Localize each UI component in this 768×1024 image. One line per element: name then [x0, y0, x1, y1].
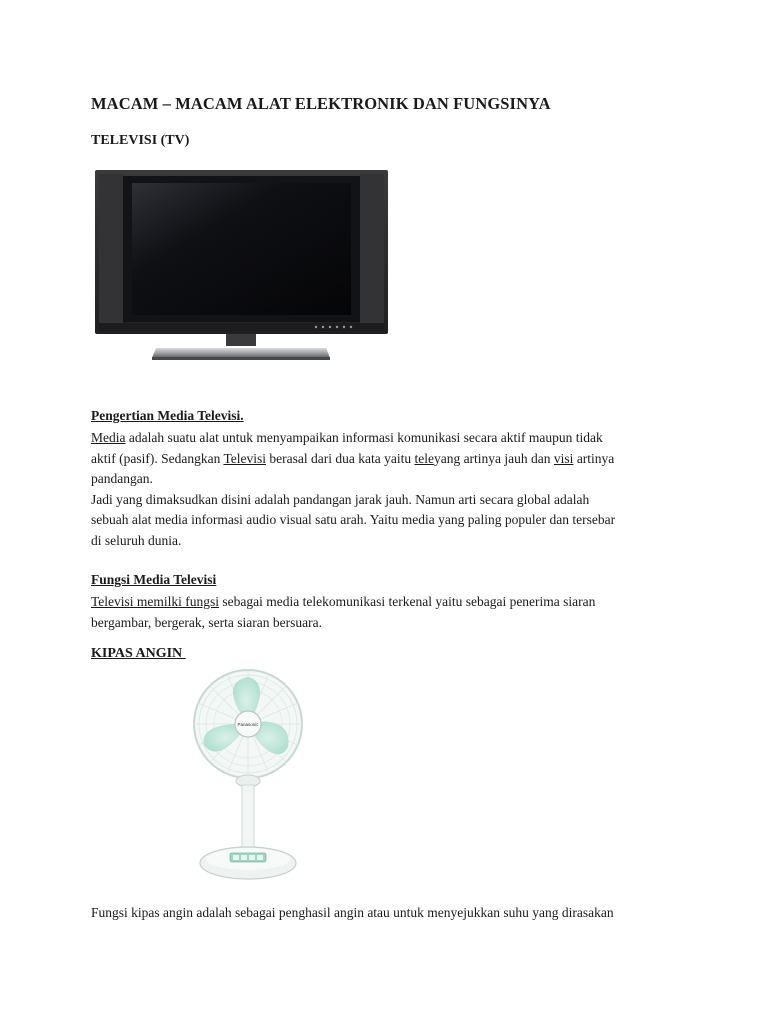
paragraph-fungsi-kipas: Fungsi kipas angin adalah sebagai penghasil angin atau untuk menyejukkan suhu yang dirasakan — [91, 905, 614, 920]
text-run: berasal dari dua kata yaitu — [266, 450, 415, 466]
paragraph-pengertian — [91, 428, 691, 551]
paragraph-line: bergambar, bergerak, serta siaran bersuara. — [91, 614, 322, 630]
link-televisi-memilki-fungsi[interactable]: Televisi memilki fungsi — [91, 594, 220, 609]
paragraph-line — [91, 592, 691, 613]
document-title: MACAM – MACAM ALAT ELEKTRONIK DAN FUNGSINYA — [91, 94, 551, 113]
subheading-pengertian-televisi: Pengertian Media Televisi. — [91, 408, 244, 423]
paragraph-line: di seluruh dunia. — [91, 532, 182, 548]
section-heading-televisi: TELEVISI (TV) — [91, 133, 190, 148]
subheading-fungsi-televisi: Fungsi Media Televisi — [91, 572, 217, 587]
paragraph-fungsi — [91, 592, 691, 633]
text-run: adalah suatu alat untuk menyampaikan informasi komunikasi secara aktif maupun tidak — [125, 430, 603, 445]
link-televisi[interactable]: Televisi — [223, 450, 267, 466]
text-run: yang artinya jauh dan — [433, 450, 554, 466]
paragraph-line: sebuah alat media informasi audio visual satu arah. Yaitu media yang paling populer dan tersebar — [91, 512, 616, 527]
text-run: sebagai media telekomunikasi terkenal yaitu sebagai penerima siaran — [219, 594, 596, 609]
paragraph-line — [91, 449, 691, 470]
text-run: aktif (pasif). Sedangkan — [91, 450, 224, 466]
paragraph-line: Jadi yang dimaksudkan disini adalah pandangan jarak jauh. Namun arti secara global adalah — [91, 491, 590, 507]
text-run: artinya — [573, 450, 615, 466]
paragraph-line — [91, 428, 691, 449]
link-visi[interactable]: visi — [553, 450, 574, 466]
link-media[interactable]: Media — [91, 430, 126, 445]
fan-image — [186, 667, 310, 887]
television-image — [90, 166, 392, 366]
section-heading-kipas-angin: KIPAS ANGIN — [91, 646, 186, 661]
link-tele[interactable]: tele — [414, 450, 434, 466]
fan-brand-label: Panasonic — [237, 722, 259, 727]
paragraph-line: pandangan. — [91, 471, 153, 486]
